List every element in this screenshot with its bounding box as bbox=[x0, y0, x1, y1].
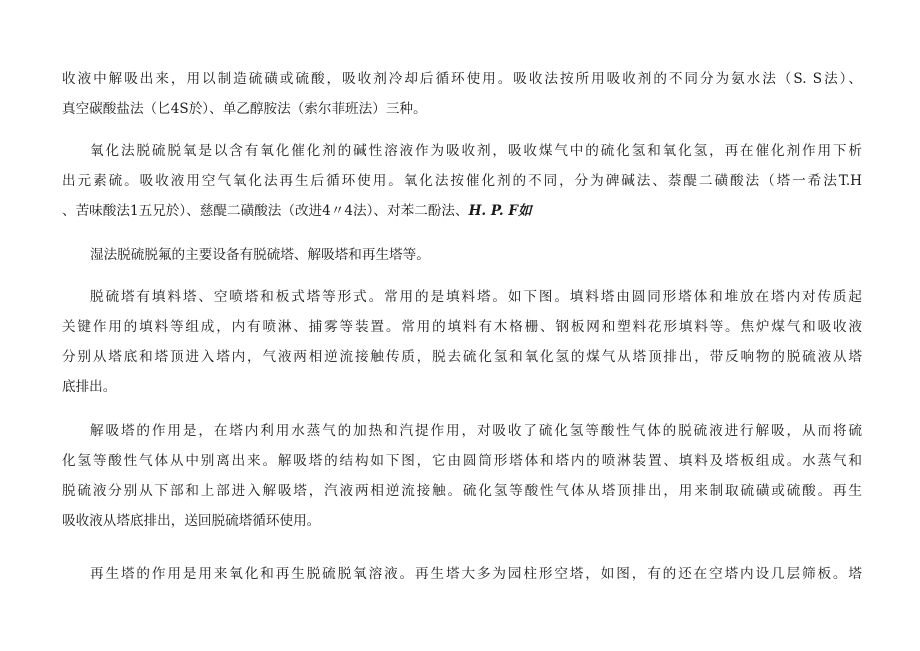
text-line-body: 、苦味酸法1五兄於）、慈醍二磺酸法（改进4〃4法）、对苯二酚法、 bbox=[62, 203, 469, 219]
text-line: 分别从塔底和塔顶进入塔内，气液两相逆流接触传质，脱去硫化氢和氧化氢的煤气从塔顶排出，带反响物的脱硫液从塔 bbox=[62, 349, 862, 365]
paragraph-oxidation-method bbox=[62, 136, 862, 226]
text-line: 脱硫塔有填料塔、空喷塔和板式塔等形式。常用的是填料塔。如下图。填料塔由圆同形塔体和堆放在塔内对传质起 bbox=[90, 289, 862, 305]
paragraph-desorption-tower bbox=[62, 416, 862, 536]
text-line: 关键作用的填料等组成，内有喷淋、捕雾等装置。常用的填料有木格栅、钢板网和塑料花形填料等。焦炉煤气和吸收液 bbox=[62, 319, 862, 335]
paragraph-desulfurization-tower bbox=[62, 282, 862, 402]
paragraph-main-equipment bbox=[62, 240, 862, 270]
text-line: 真空碳酸盐法（匕4S於）、单乙醇胺法（索尔菲班法）三种。 bbox=[62, 101, 427, 117]
text-line: 再生塔的作用是用来氧化和再生脱硫脱氧溶液。再生塔大多为园柱形空塔，如图，有的还在空塔内设几层筛板。塔 bbox=[90, 566, 862, 582]
text-line-tail: H. P. F如 bbox=[468, 203, 532, 219]
paragraph-absorption-method bbox=[62, 64, 862, 124]
text-line: 收液中解吸出来，用以制造硫磺或硫酸，吸收剂冷却后循环使用。吸收法按所用吸收剂的不同分为氨水法（S. S法）、 bbox=[62, 71, 862, 87]
text-line: 氧化法脱硫脱氧是以含有氧化催化剂的碱性溶液作为吸收剂，吸收煤气中的硫化氢和氧化氢，再在催化剂作用下析 bbox=[90, 143, 862, 159]
text-line: 吸收液从塔底排出，送回脱硫塔循环使用。 bbox=[62, 513, 321, 529]
text-line: 解吸塔的作用是，在塔内利用水蒸气的加热和汽提作用，对吸收了硫化氢等酸性气体的脱硫液进行解吸，从而将硫 bbox=[90, 423, 862, 439]
text-line bbox=[62, 196, 862, 226]
text-line: 湿法脱硫脱氟的主要设备有脱硫塔、解吸塔和再生塔等。 bbox=[90, 247, 430, 263]
paragraph-regeneration-tower bbox=[62, 559, 862, 589]
text-line: 出元素硫。吸收液用空气氧化法再生后循环使用。氧化法按催化剂的不同，分为碑碱法、萘醍二磺酸法（塔一希法T.H bbox=[62, 173, 862, 189]
text-line: 脱硫液分别从下部和上部进入解吸塔，汽液两相逆流接触。硫化氢等酸性气体从塔顶排出，用来制取硫磺或硫酸。再生 bbox=[62, 483, 862, 499]
text-line: 化氢等酸性气体从中别离出来。解吸塔的结构如下图，它由圆筒形塔体和塔内的喷淋装置、填料及塔板组成。水蒸气和 bbox=[62, 453, 862, 469]
text-line: 底排出。 bbox=[62, 379, 117, 395]
